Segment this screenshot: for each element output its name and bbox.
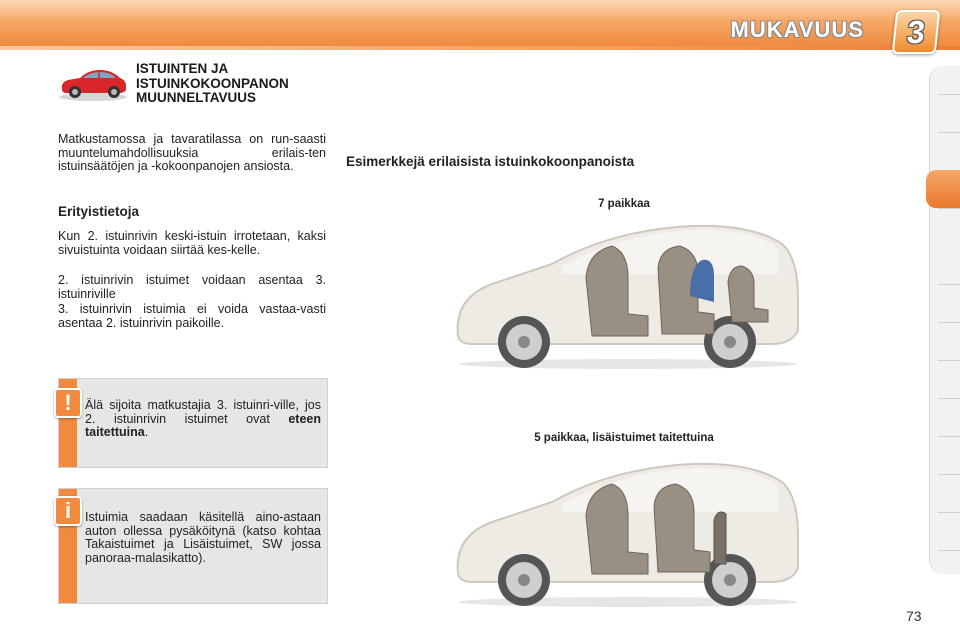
section-title-line: ISTUINTEN JA bbox=[136, 61, 229, 76]
chapter-tab-active[interactable] bbox=[926, 170, 960, 208]
figure-caption: 5 paikkaa, lisäistuimet taitettuina bbox=[534, 432, 714, 444]
tab-divider bbox=[938, 360, 960, 361]
chapter-number-badge: 3 bbox=[892, 10, 941, 54]
info-text: Istuimia saadaan käsitellä aino-astaan auton ollessa pysäköitynä (katso kohtaa Takaistuimet ja Lisäistuimet, SW jossa panoraa-malasikatto). bbox=[85, 510, 321, 565]
warning-text-bold: eteen taitettuina bbox=[85, 411, 321, 439]
intro-paragraph: Matkustamossa ja tavaratilassa on run-saasti muuntelumahdollisuuksia erilais-ten istuinsäätöjen ja -kokoonpanojen ansiosta. bbox=[58, 132, 326, 173]
section-title-line: ISTUINKOKOONPANON bbox=[136, 75, 289, 91]
chapter-tabs bbox=[929, 66, 960, 574]
warning-note bbox=[58, 378, 328, 468]
details-paragraph: 2. istuinrivin istuimet voidaan asentaa 3. istuinriville bbox=[58, 273, 326, 301]
info-icon: i bbox=[54, 496, 82, 526]
tab-divider bbox=[938, 436, 960, 437]
section-title-line: MUUNNELTAVUUS bbox=[136, 90, 256, 105]
car-icon bbox=[56, 62, 130, 102]
info-note bbox=[58, 488, 328, 604]
warning-text-main: Älä sijoita matkustajia 3. istuinri-ville, jos 2. istuinrivin istuimet ovat bbox=[85, 398, 321, 426]
details-heading: Erityistietoja bbox=[58, 204, 140, 219]
tab-divider bbox=[938, 512, 960, 513]
tab-divider bbox=[938, 208, 960, 209]
tab-divider bbox=[938, 322, 960, 323]
tab-divider bbox=[938, 94, 960, 95]
exclamation-icon: ! bbox=[54, 388, 82, 418]
figure-caption: 7 paikkaa bbox=[598, 198, 650, 210]
examples-heading: Esimerkkejä erilaisista istuinkokoonpanoista bbox=[346, 154, 635, 169]
tab-divider bbox=[938, 398, 960, 399]
warning-text bbox=[85, 399, 321, 440]
warning-text-end: . bbox=[144, 425, 149, 439]
tab-divider bbox=[938, 132, 960, 133]
tab-divider bbox=[938, 474, 960, 475]
chapter-title: MUKAVUUS bbox=[730, 17, 864, 42]
car-seats-7-figure bbox=[452, 218, 804, 370]
tab-divider bbox=[938, 284, 960, 285]
details-paragraph: 3. istuinrivin istuimia ei voida vastaa-vasti asentaa 2. istuinrivin paikoille. bbox=[58, 302, 326, 330]
car-seats-5-figure bbox=[452, 456, 804, 608]
details-paragraph: Kun 2. istuinrivin keski-istuin irrotetaan, kaksi sivuistuinta voidaan siirtää kes-kelle. bbox=[58, 229, 326, 257]
section-title bbox=[136, 62, 336, 106]
header-stripe bbox=[0, 46, 960, 50]
page-number: 73 bbox=[906, 608, 922, 624]
tab-divider bbox=[938, 550, 960, 551]
